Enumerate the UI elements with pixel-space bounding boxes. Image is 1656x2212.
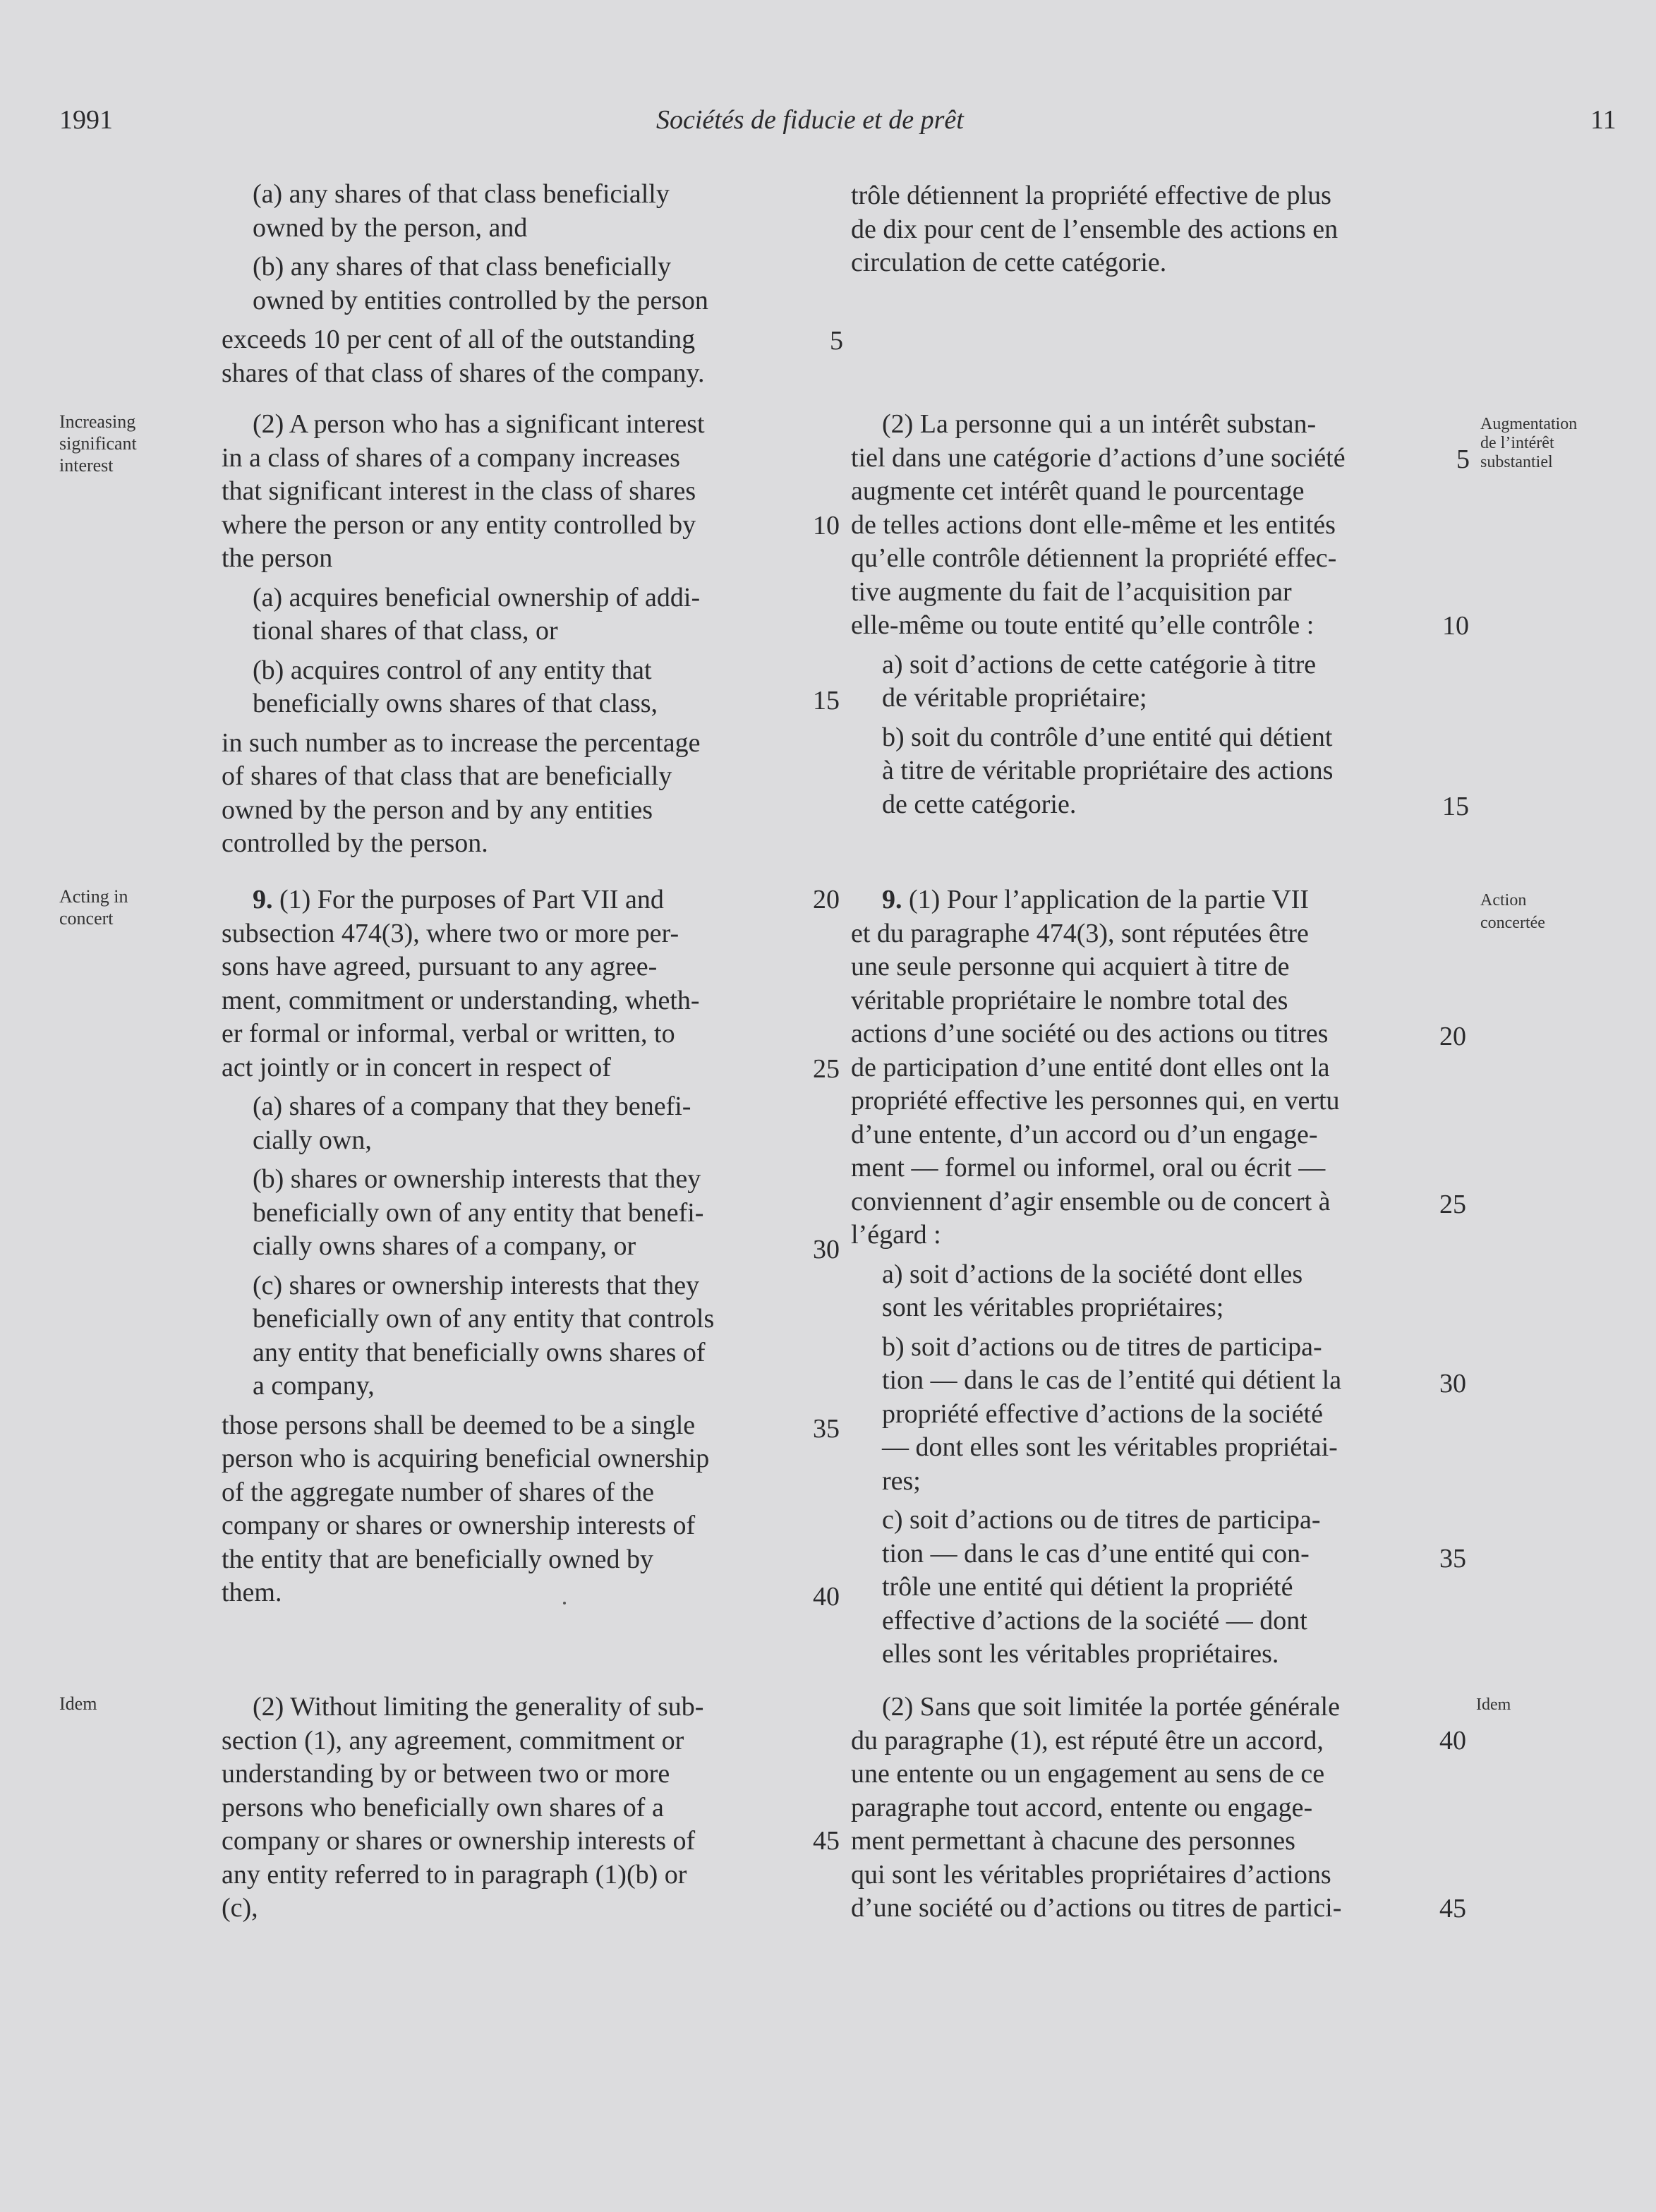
fr-line-number: 40 — [1439, 1726, 1466, 1755]
fr-line-number: 10 — [1442, 611, 1469, 641]
en-s9-clause-b: (b) shares or ownership interests that they beneficially own of any entity that benefi- cially owns shares of a company, or — [253, 1164, 704, 1261]
fr-clause-2b: b) soit du contrôle d’une entité qui détient à titre de véritable propriétaire des actions de cette catégorie. — [882, 722, 1334, 819]
margin-note-idem-en: Idem — [59, 1693, 97, 1714]
margin-note-acting: Acting in concert — [59, 886, 128, 929]
fr-section-9-number: 9. — [882, 885, 902, 914]
en-clause-1a: (a) any shares of that class beneficially owned by the person, and — [253, 179, 670, 243]
en-line-number: 30 — [813, 1235, 840, 1264]
english-column-part2 — [222, 408, 807, 861]
fr-s9-clause-b: b) soit d’actions ou de titres de participa- tion — dans le cas de l’entité qui détient la propriété effective d’actions de la société — dont elles sont les véritables propriétai- res; — [882, 1331, 1342, 1496]
en-line-number: 35 — [813, 1414, 840, 1444]
en-line-number: 40 — [813, 1582, 840, 1612]
fr-section-9-intro — [851, 883, 1434, 1252]
en-s9-clause-a: (a) shares of a company that they benefi- cially own, — [253, 1092, 691, 1155]
running-title: Sociétés de fiducie et de prêt — [656, 105, 964, 135]
fr-line-number: 45 — [1439, 1894, 1466, 1923]
en-line-number: 10 — [813, 511, 840, 540]
year-label: 1991 — [59, 105, 113, 135]
margin-note-action: Action concertée — [1480, 891, 1545, 932]
english-section-9-2 — [222, 1691, 807, 1926]
en-s9-subsection-2: (2) Without limiting the generality of sub- section (1), any agreement, commitment or understanding by or between two or more persons who beneficially own shares of a company or shares or ownership interests of any entity referred to in paragraph (1)(b) or (c), — [222, 1692, 704, 1923]
english-column — [222, 178, 807, 390]
en-line-number: 45 — [813, 1826, 840, 1856]
en-line-number: 20 — [813, 885, 840, 914]
french-section-9-2 — [851, 1691, 1434, 1926]
en-line-number: 5 — [830, 326, 843, 356]
en-s9-clause-c: (c) shares or ownership interests that they beneficially own of any entity that controls any entity that beneficially owns shares of a company, — [253, 1270, 715, 1401]
fr-line-number: 25 — [1439, 1190, 1466, 1219]
fr-line-number: 20 — [1439, 1022, 1466, 1051]
en-section-9-intro — [222, 883, 807, 1084]
fr-clause-2a: a) soit d’actions de cette catégorie à titre de véritable propriétaire; — [882, 649, 1317, 713]
french-column-part2 — [851, 408, 1434, 821]
page-number: 11 — [1590, 105, 1616, 135]
en-clause-1-tail: exceeds 10 per cent of all of the outstanding shares of that class of shares of the company. — [222, 325, 705, 388]
en-clause-2b: (b) acquires control of any entity that beneficially owns shares of that class, — [253, 655, 658, 718]
fr-clause-1-tail: trôle détiennent la propriété effective de plus de dix pour cent de l’ensemble des actions en circulation de cette catégorie. — [851, 181, 1338, 277]
margin-note-idem-fr: Idem — [1476, 1696, 1511, 1714]
fr-s9-clause-c: c) soit d’actions ou de titres de participa- tion — dans le cas d’une entité qui con- trôle une entité qui détient la propriété effective d’actions de la société — dont elles sont les véritables propriétaires. — [882, 1505, 1321, 1669]
en-clause-1b: (b) any shares of that class beneficially owned by entities controlled by the person — [253, 252, 708, 315]
margin-note-increasing: Increasing significant interest — [59, 411, 137, 476]
en-line-number: 25 — [813, 1054, 840, 1084]
english-section-9 — [222, 883, 807, 1610]
en-section-9-text: (1) For the purposes of Part VII and subsection 474(3), where two or more per- sons have agreed, pursuant to any agree- ment, commitment or understanding, wheth- er formal or informal, verbal or written, to act jointly or in concert in respect of — [222, 885, 700, 1082]
en-clause-2a: (a) acquires beneficial ownership of addi- tional shares of that class, or — [253, 582, 701, 646]
en-line-number: 15 — [813, 686, 840, 715]
french-column — [851, 179, 1434, 280]
fr-section-9-text: (1) Pour l’application de la partie VII et du paragraphe 474(3), sont réputées être une seule personne qui acquiert à titre de véritable propriétaire le nombre total des actions d’une société ou des actions ou titres de participation d’une entité dont elles ont la propriété effective les personnes qui, en vertu d’une entente, d’un accord ou d’un engage- ment — formel ou informel, oral ou écrit — conviennent d’agir ensemble ou de concert à l’égard : — [851, 885, 1340, 1250]
fr-line-number: 15 — [1442, 792, 1469, 821]
en-subsection-2-intro: (2) A person who has a significant interest in a class of shares of a company increases that significant interest in the class of shares where the person or any entity controlled by the person — [222, 409, 705, 573]
en-section-9-number: 9. — [253, 885, 273, 914]
fr-subsection-2-intro: (2) La personne qui a un intérêt substan- tiel dans une catégorie d’actions d’une société augmente cet intérêt quand le pourcentage de telles actions dont elle-même et les entités qu’elle contrôle détiennent la propriété effec- tive augmente du fait de l’acquisition par elle-même ou toute entité qu’elle contrôle : — [851, 409, 1346, 640]
french-section-9 — [851, 883, 1434, 1672]
margin-note-augmentation: Augmentation de l’intérêt substantiel — [1480, 415, 1578, 471]
fr-s9-clause-a: a) soit d’actions de la société dont elles sont les véritables propriétaires; — [882, 1259, 1303, 1322]
page-speck — [563, 1602, 566, 1604]
fr-line-number: 30 — [1439, 1369, 1466, 1398]
fr-line-number: 5 — [1456, 445, 1470, 474]
fr-s9-subsection-2: (2) Sans que soit limitée la portée générale du paragraphe (1), est réputé être un accord, une entente ou un engagement au sens de ce paragraphe tout accord, entente ou engage- ment permettant à chacune des personnes qui sont les véritables propriétaires d’actions d’une société ou d’actions ou titres de partici- — [851, 1692, 1342, 1923]
en-clause-2-tail: in such number as to increase the percentage of shares of that class that are beneficially owned by the person and by any entities controlled by the person. — [222, 727, 701, 858]
fr-line-number: 35 — [1439, 1544, 1466, 1573]
en-s9-tail: those persons shall be deemed to be a single person who is acquiring beneficial ownership of the aggregate number of shares of the company or shares or ownership interests of the entity that are beneficially owned by them. — [222, 1410, 710, 1607]
